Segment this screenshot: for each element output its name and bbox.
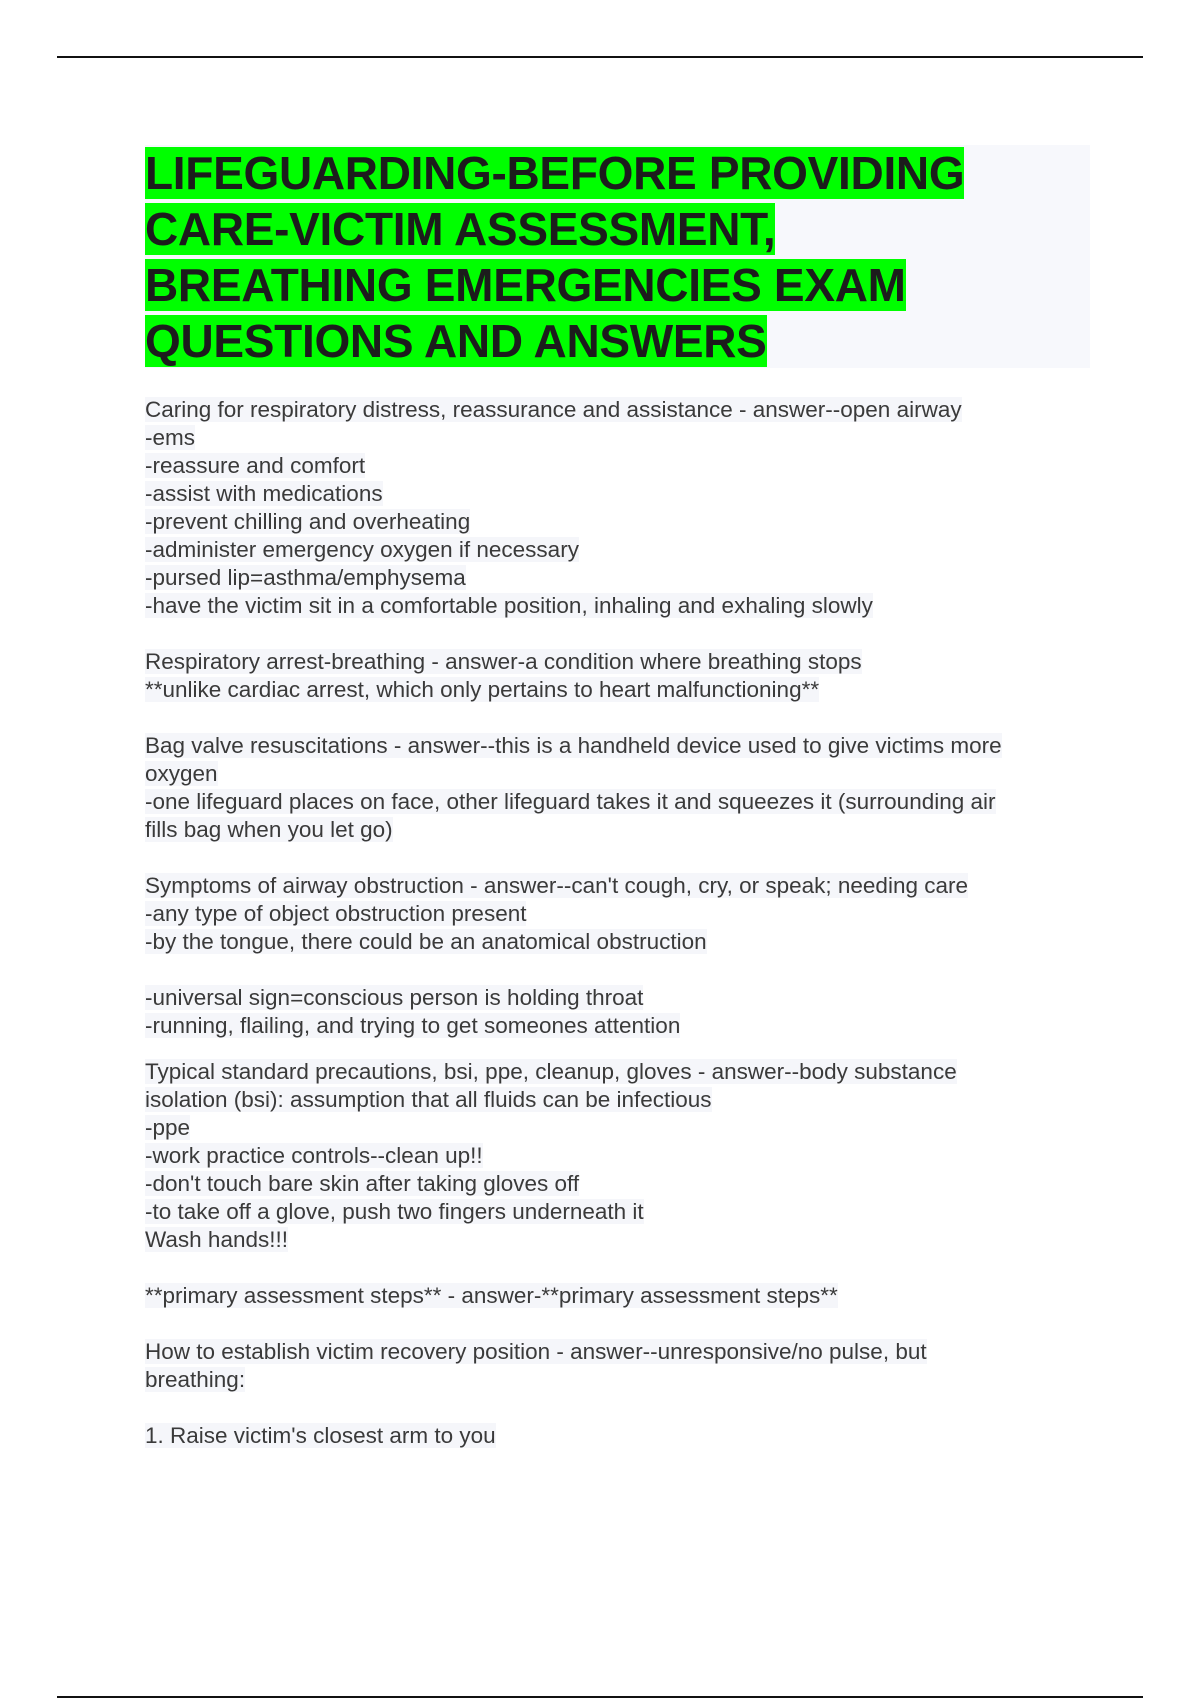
- qa-line: -reassure and comfort: [145, 453, 366, 478]
- qa-line: **primary assessment steps** - answer-**primary assessment steps**: [145, 1283, 838, 1308]
- qa-line: -have the victim sit in a comfortable position, inhaling and exhaling slowly: [145, 593, 873, 618]
- qa-line: Bag valve resuscitations - answer--this is a handheld device used to give victims more: [145, 733, 1002, 758]
- qa-line: How to establish victim recovery position - answer--unresponsive/no pulse, but: [145, 1339, 927, 1364]
- qa-line: oxygen: [145, 761, 218, 786]
- title-line: QUESTIONS AND ANSWERS: [145, 315, 767, 367]
- qa-entry-respiratory-distress: [145, 396, 1090, 620]
- title-line: BREATHING EMERGENCIES EXAM: [145, 259, 906, 311]
- qa-entry-respiratory-arrest: [145, 648, 1090, 704]
- qa-line: breathing:: [145, 1367, 246, 1392]
- qa-line: -to take off a glove, push two fingers underneath it: [145, 1199, 644, 1224]
- qa-line: 1. Raise victim's closest arm to you: [145, 1423, 496, 1448]
- qa-line: -one lifeguard places on face, other lifeguard takes it and squeezes it (surrounding air: [145, 789, 996, 814]
- title-line: CARE-VICTIM ASSESSMENT,: [145, 203, 776, 255]
- document-title: [145, 145, 1090, 369]
- qa-entry-recovery-position: [145, 1338, 1090, 1394]
- qa-line: Typical standard precautions, bsi, ppe, cleanup, gloves - answer--body substance: [145, 1059, 957, 1084]
- qa-line: -don't touch bare skin after taking gloves off: [145, 1171, 580, 1196]
- qa-line: -pursed lip=asthma/emphysema: [145, 565, 466, 590]
- qa-content: [145, 396, 1090, 1450]
- qa-line: -administer emergency oxygen if necessary: [145, 537, 579, 562]
- qa-line: -work practice controls--clean up!!: [145, 1143, 483, 1168]
- qa-entry-primary-assessment: [145, 1282, 1090, 1310]
- qa-line: -universal sign=conscious person is holding throat: [145, 985, 644, 1010]
- title-line: LIFEGUARDING-BEFORE PROVIDING: [145, 147, 965, 199]
- top-rule: [57, 56, 1143, 58]
- qa-line: Caring for respiratory distress, reassurance and assistance - answer--open airway: [145, 397, 962, 422]
- qa-line: -prevent chilling and overheating: [145, 509, 471, 534]
- qa-line: **unlike cardiac arrest, which only pertains to heart malfunctioning**: [145, 677, 820, 702]
- qa-line: fills bag when you let go): [145, 817, 393, 842]
- title-block: [145, 145, 1090, 368]
- qa-line: -running, flailing, and trying to get someones attention: [145, 1013, 681, 1038]
- qa-entry-airway-obstruction: [145, 872, 1090, 956]
- qa-line: Respiratory arrest-breathing - answer-a condition where breathing stops: [145, 649, 862, 674]
- qa-entry-universal-sign: [145, 984, 1090, 1040]
- qa-entry-recovery-step-1: [145, 1422, 1090, 1450]
- qa-line: Symptoms of airway obstruction - answer--can't cough, cry, or speak; needing care: [145, 873, 968, 898]
- qa-entry-bag-valve: [145, 732, 1090, 844]
- qa-line: Wash hands!!!: [145, 1227, 288, 1252]
- qa-line: -any type of object obstruction present: [145, 901, 527, 926]
- qa-line: isolation (bsi): assumption that all fluids can be infectious: [145, 1087, 712, 1112]
- qa-line: -ems: [145, 425, 195, 450]
- qa-entry-standard-precautions: [145, 1058, 1090, 1254]
- bottom-rule: [57, 1696, 1143, 1698]
- qa-line: -by the tongue, there could be an anatomical obstruction: [145, 929, 707, 954]
- qa-line: -ppe: [145, 1115, 191, 1140]
- qa-line: -assist with medications: [145, 481, 383, 506]
